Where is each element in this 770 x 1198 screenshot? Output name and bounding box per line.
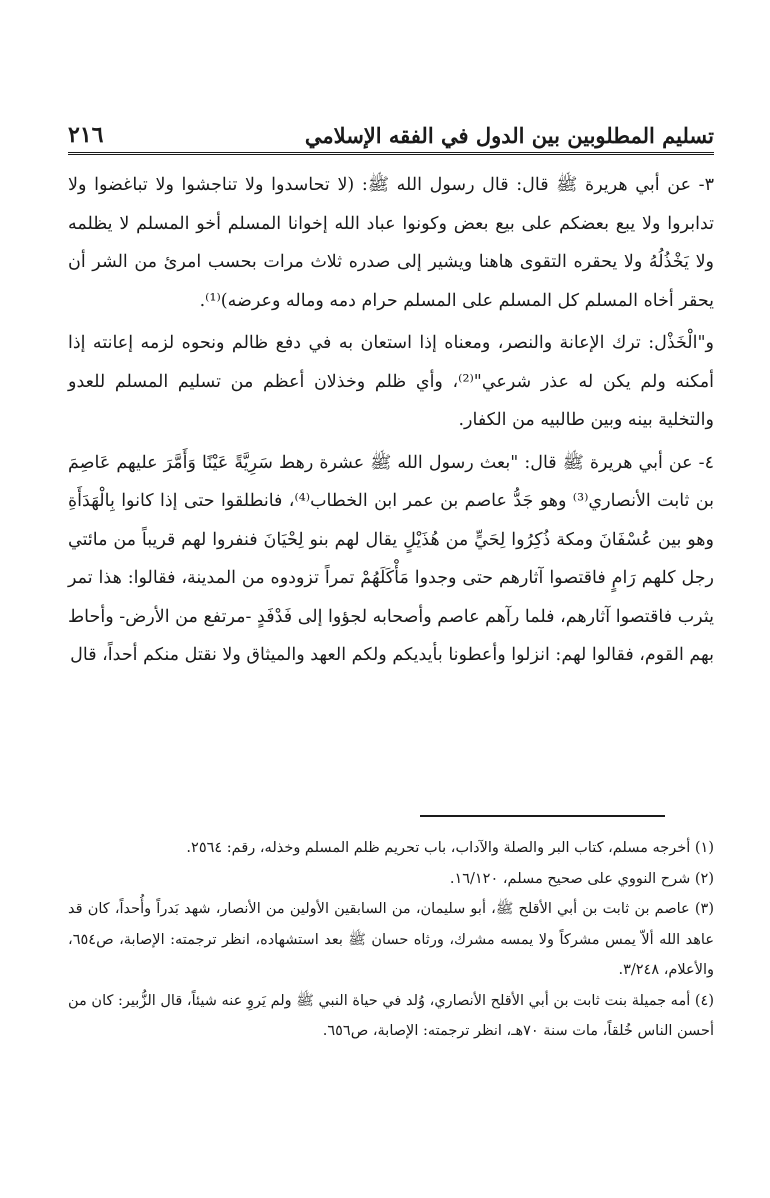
header-title: تسليم المطلوبين بين الدول في الفقه الإسلامي (304, 123, 714, 148)
footnote-1: (١) أخرجه مسلم، كتاب البر والصلة والآداب، باب تحريم ظلم المسلم وخذله، رقم: ٢٥٦٤. (186, 840, 714, 856)
main-text (68, 166, 714, 675)
footnote-2: (٢) شرح النووي على صحيح مسلم، ١٦/١٢٠. (449, 870, 714, 887)
footnotes (68, 833, 714, 1047)
footnote-3: (٣) عاصم بن ثابت بن أبي الأقلح ﷺ، أبو سليمان، من السابقين الأولين من الأنصار، شهد بَدراً وأُحداً، كان قد عاهد الله ألاّ يمس مشركاً ولا يمسه مشرك، ورثاه حسان ﷺ بعد استشهاده، انظر ترجمته: الإصابة، ص٦٥٤، والأعلام، ٣/٢٤٨. (68, 901, 714, 978)
page-number: ٢١٦ (68, 122, 104, 148)
paragraph-hadith-3: ٣- عن أبي هريرة ﷺ قال: قال رسول الله ﷺ: (لا تحاسدوا ولا تناجشوا ولا تباغضوا ولا تدابروا ولا يبع بعضكم على بيع بعض وكونوا عباد الله إخوانا المسلم أخو المسلم لا يظلمه ولا يَخْذُلُهُ ولا يحقره التقوى هاهنا ويشير إلى صدره ثلاث مرات بحسب امرئ من الشر أن يحقر أخاه المسلم كل المسلم على المسلم حرام دمه وماله وعرضه)⁽¹⁾. (68, 175, 714, 311)
footnote-separator (420, 815, 665, 817)
paragraph-hadith-4: ٤- عن أبي هريرة ﷺ قال: "بعث رسول الله ﷺ عشرة رهط سَرِيَّةً عَيْنًا وَأَمَّرَ عليهم عَاصِمَ بن ثابت الأنصاري⁽³⁾ وهو جَدُّ عاصم بن عمر ابن الخطاب⁽⁴⁾، فانطلقوا حتى إذا كانوا بِالْهَدَأَةِ وهو بين عُسْفَانَ ومكة ذُكِرُوا لِحَيٍّ من هُذَيْلٍ يقال لهم بنو لِحْيَانَ فنفروا لهم قريباً من مائتي رجل كلهم رَامٍ فاقتصوا آثارهم حتى وجدوا مَأْكَلَهُمْ تمراً تزودوه من المدينة، فقالوا: هذا تمر يثرب فاقتصوا آثارهم، فلما رآهم عاصم وأصحابه لجؤوا إلى فَدْفَدٍ -مرتفع من الأرض- وأحاط بهم القوم، فقالوا لهم: انزلوا وأعطونا بأيديكم ولكم العهد والميثاق ولا نقتل منكم أحداً، قال (68, 452, 714, 665)
running-header (68, 108, 714, 155)
footnote-4: (٤) أمه جميلة بنت ثابت بن أبي الأقلح الأنصاري، وُلد في حياة النبي ﷺ ولم يَروِ عنه شيئاً، قال الزُّبير: كان من أحسن الناس خُلقاً، مات سنة ٧٠هـ، انظر ترجمته: الإصابة، ص٦٥٦. (68, 992, 714, 1039)
paragraph-khadhl-definition: و"الْخَذْل: ترك الإعانة والنصر، ومعناه إذا استعان به في دفع ظالم ونحوه لزمه إعانته إذا أمكنه ولم يكن له عذر شرعي"⁽²⁾، وأي ظلم وخذلان أعظم من تسليم المسلم للعدو والتخلية بينه وبين طالبيه من الكفار. (68, 333, 714, 430)
